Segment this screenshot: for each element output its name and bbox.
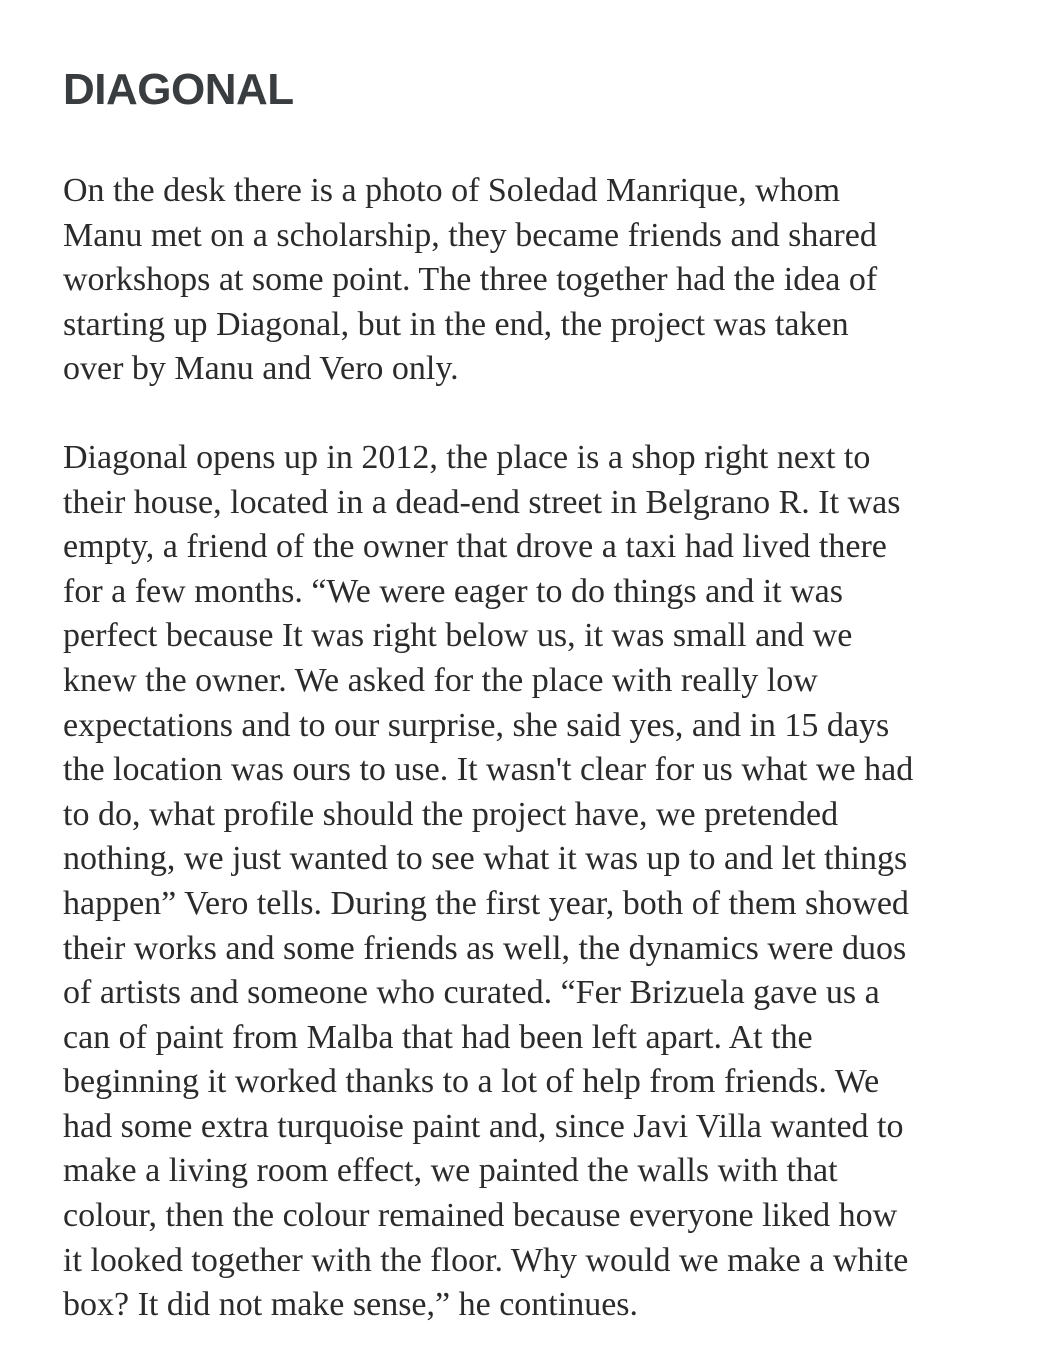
text-line: box? It did not make sense,” he continues.	[63, 1286, 639, 1324]
text-line: expectations and to our surprise, she said yes, and in 15 days	[63, 706, 890, 744]
text-line: nothing, we just wanted to see what it was up to and let things	[63, 840, 908, 878]
text-line: to do, what profile should the project have, we pretended	[63, 795, 839, 833]
text-line: workshops at some point. The three together had the idea of	[63, 261, 878, 299]
text-line: knew the owner. We asked for the place with really low	[63, 661, 818, 699]
page-title: DIAGONAL	[63, 65, 294, 114]
text-line: make a living room effect, we painted the walls with that	[63, 1152, 838, 1190]
text-line: their works and some friends as well, the dynamics were duos	[63, 929, 907, 967]
text-line: perfect because It was right below us, it was small and we	[63, 617, 853, 655]
text-line: it looked together with the floor. Why would we make a white	[63, 1241, 909, 1279]
text-line: empty, a friend of the owner that drove a taxi had lived there	[63, 528, 887, 566]
text-line: On the desk there is a photo of Soledad Manrique, whom	[63, 172, 841, 209]
text-line: over by Manu and Vero only.	[63, 350, 459, 388]
text-line: the location was ours to use. It wasn't clear for us what we had	[63, 751, 914, 789]
paragraph-story	[63, 436, 1013, 1328]
text-line: had some extra turquoise paint and, since Javi Villa wanted to	[63, 1107, 904, 1145]
text-line: for a few months. “We were eager to do things and it was	[63, 572, 843, 610]
text-line: Diagonal opens up in 2012, the place is a shop right next to	[63, 438, 871, 476]
text-line: starting up Diagonal, but in the end, the project was taken	[63, 305, 849, 343]
text-line: their house, located in a dead-end street in Belgrano R. It was	[63, 483, 901, 521]
text-line: happen” Vero tells. During the first year, both of them showed	[63, 884, 909, 922]
text-line: can of paint from Malba that had been left apart. At the	[63, 1018, 813, 1056]
text-line: of artists and someone who curated. “Fer Brizuela gave us a	[63, 974, 880, 1012]
text-line: colour, then the colour remained because everyone liked how	[63, 1197, 898, 1235]
text-line: Manu met on a scholarship, they became friends and shared	[63, 216, 877, 254]
paragraph-intro	[63, 169, 1013, 392]
text-line: beginning it worked thanks to a lot of help from friends. We	[63, 1063, 880, 1101]
document-page	[63, 64, 1013, 1328]
